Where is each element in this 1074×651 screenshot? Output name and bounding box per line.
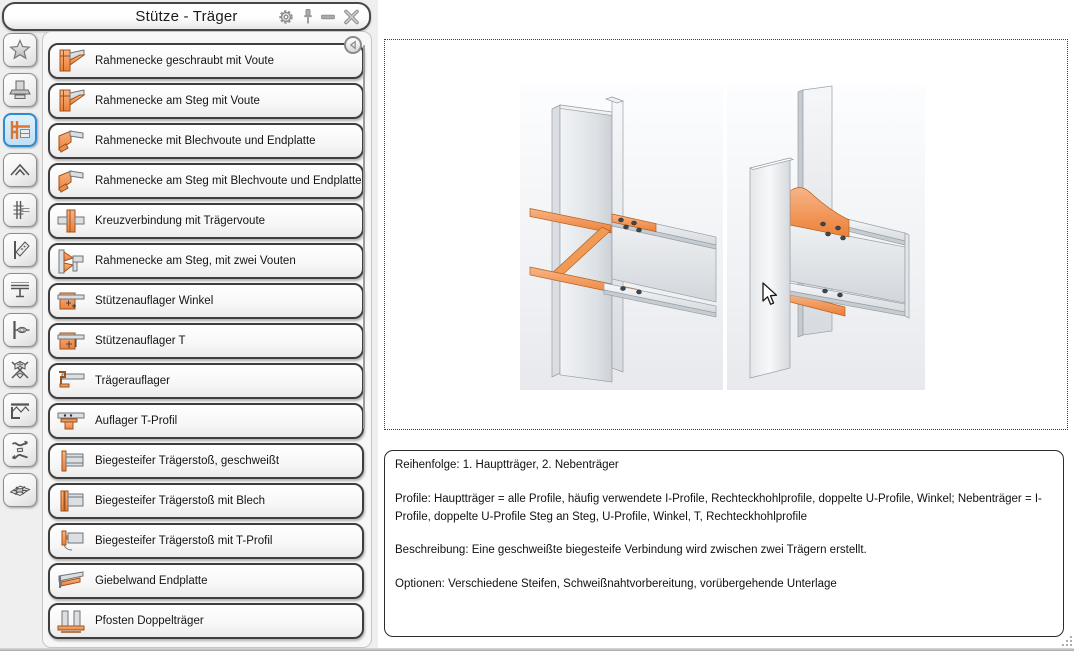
list-item-label: Rahmenecke am Steg mit Blechvoute und Endplatte xyxy=(95,175,362,187)
list-item-label: Kreuzverbindung mit Trägervoute xyxy=(95,215,266,227)
collapse-panel-button[interactable] xyxy=(344,36,362,54)
bracing-icon xyxy=(8,358,32,382)
list-item-biegesteifer-traegerstoss-geschweisst[interactable] xyxy=(48,443,364,479)
toolbar-button-plate-feature[interactable] xyxy=(3,473,37,507)
list-item-label: Auflager T-Profil xyxy=(95,415,178,427)
base-plate-icon xyxy=(8,78,32,102)
list-item-rahmenecke-mit-blechvoute-und-endplatte[interactable] xyxy=(48,123,364,159)
list-item-label: Trägerauflager xyxy=(95,375,171,387)
close-button[interactable] xyxy=(343,9,360,25)
list-item-kreuzverbindung-mit-traegervoute[interactable] xyxy=(48,203,364,239)
pipe-clamp-icon xyxy=(8,318,32,342)
toolbar-button-cantilever[interactable] xyxy=(3,233,37,267)
list-item-stuetzenauflager-winkel[interactable] xyxy=(48,283,364,319)
titlebar-controls xyxy=(277,4,360,29)
corner-voute-icon xyxy=(56,88,86,115)
apex-icon xyxy=(8,158,32,182)
toolbar-button-purlin[interactable] xyxy=(3,393,37,427)
purlin-icon xyxy=(8,398,32,422)
description-reihenfolge: Reihenfolge: 1. Hauptträger, 2. Nebenträger xyxy=(395,459,619,471)
mouse-cursor-icon xyxy=(762,282,779,307)
corner-voute-icon xyxy=(56,48,86,75)
toolbar-button-favorites[interactable] xyxy=(3,33,37,67)
list-item-rahmenecke-geschraubt-mit-voute[interactable] xyxy=(48,43,364,79)
list-item-label: Giebelwand Endplatte xyxy=(95,575,208,587)
plate-feature-icon xyxy=(8,478,32,502)
minimize-icon xyxy=(321,10,335,24)
preview-image-front[interactable] xyxy=(520,85,723,390)
preview-panel[interactable] xyxy=(384,39,1068,430)
list-item-label: Rahmenecke geschraubt mit Voute xyxy=(95,55,274,67)
description-optionen: Optionen: Verschiedene Steifen, Schweißnahtvorbereitung, vorübergehende Unterlage xyxy=(395,578,837,591)
list-item-label: Biegesteifer Trägerstoß mit Blech xyxy=(95,495,266,507)
pfosten-doppel-icon xyxy=(56,608,86,635)
close-icon xyxy=(343,9,360,25)
toolbar-button-apex-haunch[interactable] xyxy=(3,153,37,187)
list-item-label: Rahmenecke mit Blechvoute und Endplatte xyxy=(95,135,316,147)
stoss-geschweisst-icon xyxy=(56,448,86,475)
column-beam-icon xyxy=(8,118,32,142)
3d-column-beam-front xyxy=(520,85,723,390)
toolbar-button-pipe-clamp[interactable] xyxy=(3,313,37,347)
auflager-t-icon xyxy=(56,328,86,355)
list-item-label: Stützenauflager Winkel xyxy=(95,295,214,307)
toolbar-button-turnbuckle[interactable] xyxy=(3,433,37,467)
traegerauflager-icon xyxy=(56,368,86,395)
zwei-vouten-icon xyxy=(56,248,86,275)
list-item-biegesteifer-traegerstoss-mit-t-profil[interactable] xyxy=(48,523,364,559)
connection-list-panel xyxy=(42,31,372,648)
chevron-left-icon xyxy=(347,39,359,51)
beam-to-beam-icon xyxy=(8,278,32,302)
resize-grip[interactable] xyxy=(1061,635,1073,648)
auflager-winkel-icon xyxy=(56,288,86,315)
window-title: Stütze - Träger xyxy=(135,8,238,25)
list-scrollbar-thumb[interactable] xyxy=(363,45,365,429)
list-item-label: Biegesteifer Trägerstoß, geschweißt xyxy=(95,455,280,467)
list-item-giebelwand-endplatte[interactable] xyxy=(48,563,364,599)
list-item-label: Pfosten Doppelträger xyxy=(95,615,204,627)
toolbar-button-beam-to-beam[interactable] xyxy=(3,273,37,307)
star-icon xyxy=(8,38,32,62)
gear-icon xyxy=(277,8,295,26)
list-item-label: Stützenauflager T xyxy=(95,335,186,347)
list-item-rahmenecke-am-steg-mit-zwei-vouten[interactable] xyxy=(48,243,364,279)
list-item-stuetzenauflager-t[interactable] xyxy=(48,323,364,359)
kreuz-voute-icon xyxy=(56,208,86,235)
list-item-label: Rahmenecke am Steg mit Voute xyxy=(95,95,260,107)
pin-button[interactable] xyxy=(303,8,313,25)
minimize-button[interactable] xyxy=(321,10,335,24)
stoss-t-profil-icon xyxy=(56,528,86,555)
list-item-auflager-t-profil[interactable] xyxy=(48,403,364,439)
stoss-blech-icon xyxy=(56,488,86,515)
description-panel xyxy=(384,450,1064,637)
pin-icon xyxy=(303,8,313,25)
description-profile: Profile: Hauptträger = alle Profile, häufig verwendete I-Profile, Rechteckhohlprofile, doppelte U-Profile, Winkel; Nebenträger = I-Profile, doppelte U-Profile Steg an Steg, U-Profile, Winkel, T, Rechteckhohlprofile xyxy=(395,492,1042,523)
toolbar-button-splice[interactable] xyxy=(3,193,37,227)
list-item-rahmenecke-am-steg-mit-blechvoute-und-endplatte[interactable] xyxy=(48,163,364,199)
list-item-pfosten-doppeltraeger[interactable] xyxy=(48,603,364,639)
preview-image-side[interactable] xyxy=(727,85,925,390)
3d-column-beam-side xyxy=(727,85,925,390)
splice-icon xyxy=(8,198,32,222)
list-item-label: Rahmenecke am Steg, mit zwei Vouten xyxy=(95,255,296,267)
turnbuckle-icon xyxy=(8,438,32,462)
blech-voute-icon xyxy=(56,128,86,155)
giebelwand-icon xyxy=(56,568,86,595)
list-item-traegerauflager[interactable] xyxy=(48,363,364,399)
list-item-biegesteifer-traegerstoss-mit-blech[interactable] xyxy=(48,483,364,519)
list-item-label: Biegesteifer Trägerstoß mit T-Profil xyxy=(95,535,273,547)
blech-voute-icon xyxy=(56,168,86,195)
cantilever-icon xyxy=(8,238,32,262)
settings-button[interactable] xyxy=(277,8,295,26)
titlebar[interactable] xyxy=(2,2,371,31)
toolbar-button-bracing[interactable] xyxy=(3,353,37,387)
auflager-t-profil-icon xyxy=(56,408,86,435)
toolbar-button-column-beam[interactable] xyxy=(3,113,37,147)
toolbar-button-base-plate[interactable] xyxy=(3,73,37,107)
list-item-rahmenecke-am-steg-mit-voute[interactable] xyxy=(48,83,364,119)
description-beschreibung: Beschreibung: Eine geschweißte biegesteife Verbindung wird zwischen zwei Trägern erstellt. xyxy=(395,544,867,557)
